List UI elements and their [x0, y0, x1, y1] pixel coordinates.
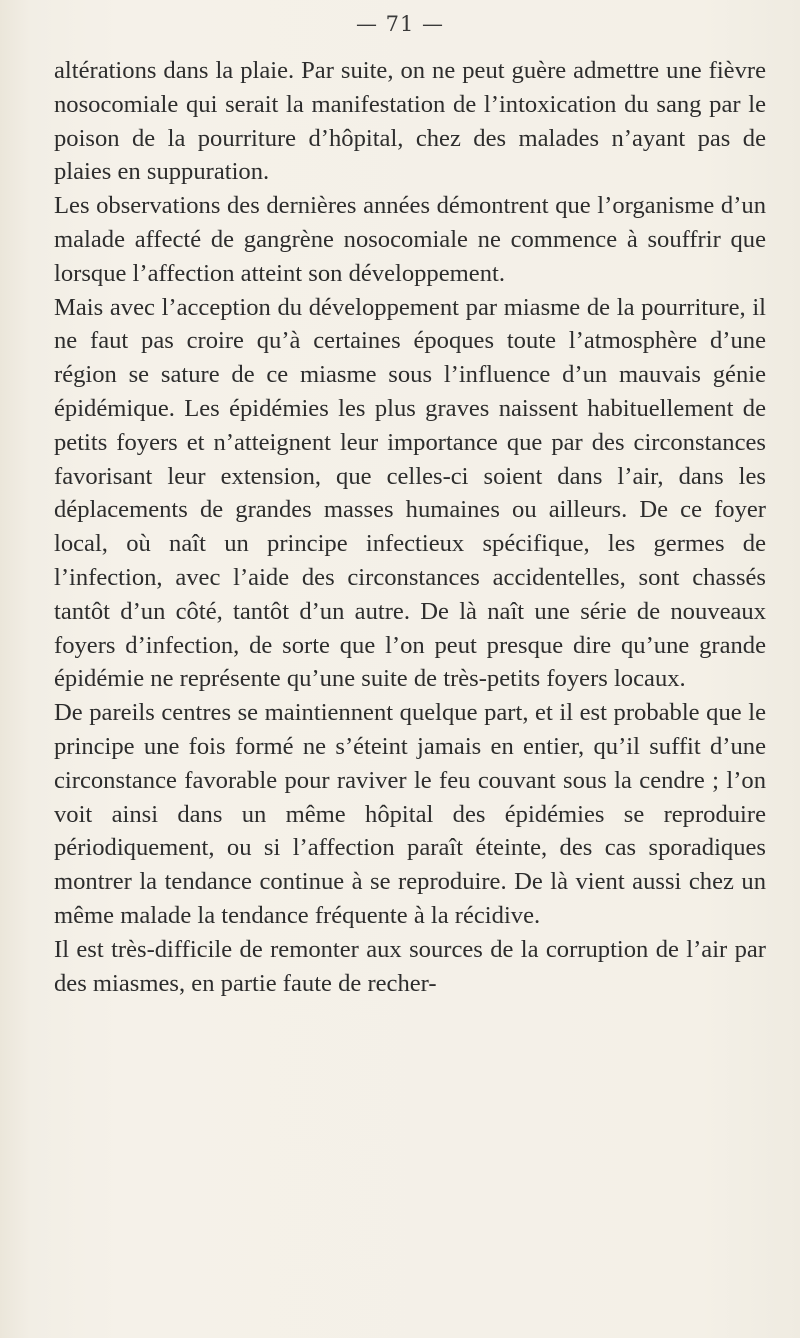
paragraph-1: altérations dans la plaie. Par suite, on ne peut guère admettre une fièvre nosocomiale qui serait la manifestation de l’intoxication du sang par le poison de la pourriture d’hôpital, chez des malades n’ayant pas de plaies en suppuration. [54, 57, 766, 186]
paragraph-3: Mais avec l’acception du développement par miasme de la pourriture, il ne faut pas croire qu’à certaines époques toute l’atmosphère d’une région se sature de ce miasme sous l’influence d’un mauvais génie épidémique. Les épidémies les plus graves naissent habituellement de petits foyers et n’atteignent leur importance que par des circonstances favorisant leur extension, que celles-ci soient dans l’air, dans les déplacements de grandes masses humaines ou ailleurs. De ce foyer local, où naît un principe infectieux spécifique, les germes de l’infection, avec l’aide des circonstances accidentelles, sont chassés tantôt d’un côté, tantôt d’un autre. De là naît une série de nouveaux foyers d’infection, de sorte que l’on peut presque dire qu’une grande épidémie ne représente qu’une suite de très-petits foyers locaux. [54, 293, 766, 693]
paragraph-2: Les observations des dernières années démontrent que l’organisme d’un malade affecté de gangrène nosocomiale ne commence à souffrir que lorsque l’affection atteint son développement. [54, 192, 766, 287]
body-text [54, 54, 766, 1000]
page-number: — 71 — [355, 12, 445, 36]
paragraph-5: Il est très-difficile de remonter aux sources de la corruption de l’air par des miasmes, en partie faute de recher- [54, 935, 766, 997]
paragraph-4: De pareils centres se maintiennent quelque part, et il est probable que le principe une fois formé ne s’éteint jamais en entier, qu’il suffit d’une circonstance favorable pour raviver le feu couvant sous la cendre ; l’on voit ainsi dans un même hôpital des épidémies se reproduire périodiquement, ou si l’affection paraît éteinte, des cas sporadiques montrer la tendance continue à se reproduire. De là vient aussi chez un même malade la tendance fréquente à la récidive. [54, 699, 766, 929]
